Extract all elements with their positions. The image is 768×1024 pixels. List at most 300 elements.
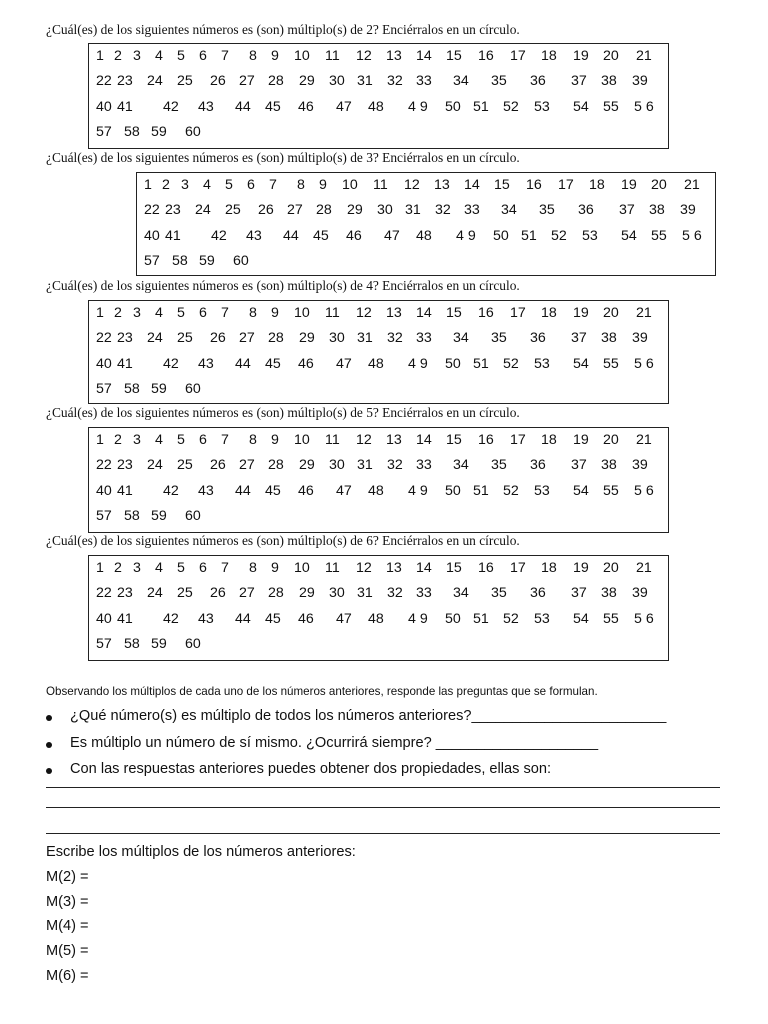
grid-number[interactable]: 18 [541,560,557,576]
grid-number[interactable]: 37 [619,202,635,219]
grid-number[interactable]: 10 [294,48,310,64]
grid-number[interactable]: 1 [96,432,104,448]
grid-number[interactable]: 54 [573,355,589,372]
grid-number[interactable]: 1 [96,560,104,576]
grid-number[interactable]: 57 [96,507,112,524]
grid-number[interactable]: 29 [299,457,315,474]
grid-number[interactable]: 3 [181,177,189,193]
grid-number[interactable]: 55 [651,227,667,244]
grid-number[interactable]: 22 [96,457,112,474]
grid-number[interactable]: 48 [368,355,384,372]
answer-line[interactable] [46,787,720,788]
grid-number[interactable]: 21 [636,432,652,448]
grid-number[interactable]: 37 [571,457,587,474]
grid-number[interactable]: 24 [195,202,211,219]
grid-number[interactable]: 39 [632,330,648,347]
grid-number[interactable]: 17 [510,432,526,448]
grid-number[interactable]: 15 [446,305,462,321]
grid-number[interactable]: 42 [163,98,179,115]
grid-number[interactable]: 53 [582,227,598,244]
grid-number[interactable]: 23 [117,73,133,90]
grid-number[interactable]: 43 [198,98,214,115]
grid-number[interactable]: 4 [155,48,163,64]
grid-number[interactable]: 4 9 [408,355,428,372]
grid-number[interactable]: 24 [147,73,163,90]
grid-number[interactable]: 41 [117,98,133,115]
grid-number[interactable]: 41 [117,482,133,499]
grid-number[interactable]: 4 [155,432,163,448]
grid-number[interactable]: 13 [386,305,402,321]
grid-number[interactable]: 31 [405,202,421,219]
grid-number[interactable]: 5 [177,432,185,448]
grid-number[interactable]: 27 [239,330,255,347]
grid-number[interactable]: 26 [210,457,226,474]
grid-number[interactable]: 6 [199,305,207,321]
grid-number[interactable]: 2 [114,432,122,448]
grid-number[interactable]: 31 [357,585,373,602]
grid-number[interactable]: 36 [530,73,546,90]
grid-number[interactable]: 57 [96,635,112,652]
grid-number[interactable]: 7 [221,560,229,576]
grid-number[interactable]: 31 [357,73,373,90]
grid-number[interactable]: 36 [530,585,546,602]
grid-number[interactable]: 17 [510,48,526,64]
grid-number[interactable]: 20 [603,432,619,448]
grid-number[interactable]: 19 [573,560,589,576]
grid-number[interactable]: 20 [603,305,619,321]
grid-number[interactable]: 5 [177,48,185,64]
grid-number[interactable]: 47 [384,227,400,244]
grid-number[interactable]: 53 [534,98,550,115]
grid-number[interactable]: 44 [235,98,251,115]
grid-number[interactable]: 21 [636,305,652,321]
grid-number[interactable]: 12 [356,48,372,64]
grid-number[interactable]: 33 [416,457,432,474]
grid-number[interactable]: 18 [541,48,557,64]
grid-number[interactable]: 2 [114,305,122,321]
grid-number[interactable]: 38 [601,457,617,474]
grid-number[interactable]: 16 [478,305,494,321]
grid-number[interactable]: 13 [386,560,402,576]
grid-number[interactable]: 25 [177,457,193,474]
grid-number[interactable]: 41 [117,610,133,627]
grid-number[interactable]: 12 [356,305,372,321]
grid-number[interactable]: 43 [198,482,214,499]
grid-number[interactable]: 47 [336,482,352,499]
grid-number[interactable]: 46 [298,610,314,627]
grid-number[interactable]: 30 [329,457,345,474]
grid-number[interactable]: 2 [162,177,170,193]
grid-number[interactable]: 9 [271,305,279,321]
grid-number[interactable]: 43 [246,227,262,244]
grid-number[interactable]: 16 [478,432,494,448]
grid-number[interactable]: 30 [377,202,393,219]
grid-number[interactable]: 16 [478,48,494,64]
grid-number[interactable]: 11 [325,48,340,64]
grid-number[interactable]: 27 [287,202,303,219]
grid-number[interactable]: 25 [177,330,193,347]
grid-number[interactable]: 27 [239,457,255,474]
grid-number[interactable]: 36 [578,202,594,219]
grid-number[interactable]: 54 [573,98,589,115]
grid-number[interactable]: 11 [325,432,340,448]
grid-number[interactable]: 27 [239,73,255,90]
grid-number[interactable]: 42 [211,227,227,244]
grid-number[interactable]: 35 [491,585,507,602]
grid-number[interactable]: 1 [96,48,104,64]
grid-number[interactable]: 16 [478,560,494,576]
grid-number[interactable]: 1 [96,305,104,321]
grid-number[interactable]: 30 [329,330,345,347]
grid-number[interactable]: 51 [473,355,489,372]
grid-number[interactable]: 38 [649,202,665,219]
grid-number[interactable]: 58 [124,123,140,140]
grid-number[interactable]: 11 [325,560,340,576]
grid-number[interactable]: 44 [235,610,251,627]
grid-number[interactable]: 35 [539,202,555,219]
grid-number[interactable]: 6 [199,560,207,576]
grid-number[interactable]: 11 [373,177,388,193]
grid-number[interactable]: 3 [133,305,141,321]
grid-number[interactable]: 52 [503,98,519,115]
grid-number[interactable]: 47 [336,610,352,627]
grid-number[interactable]: 48 [416,227,432,244]
grid-number[interactable]: 59 [151,123,167,140]
grid-number[interactable]: 10 [294,432,310,448]
grid-number[interactable]: 23 [117,585,133,602]
grid-number[interactable]: 24 [147,330,163,347]
grid-number[interactable]: 4 9 [408,482,428,499]
grid-number[interactable]: 25 [177,73,193,90]
grid-number[interactable]: 59 [199,252,215,269]
answer-line[interactable] [46,833,720,834]
grid-number[interactable]: 27 [239,585,255,602]
grid-number[interactable]: 28 [268,330,284,347]
grid-number[interactable]: 22 [96,330,112,347]
grid-number[interactable]: 9 [271,560,279,576]
grid-number[interactable]: 53 [534,610,550,627]
grid-number[interactable]: 45 [265,98,281,115]
grid-number[interactable]: 26 [210,73,226,90]
grid-number[interactable]: 60 [185,635,201,652]
grid-number[interactable]: 7 [221,432,229,448]
grid-number[interactable]: 17 [558,177,574,193]
grid-number[interactable]: 24 [147,457,163,474]
grid-number[interactable]: 29 [347,202,363,219]
grid-number[interactable]: 51 [473,610,489,627]
grid-number[interactable]: 5 [177,305,185,321]
grid-number[interactable]: 58 [172,252,188,269]
grid-number[interactable]: 59 [151,507,167,524]
grid-number[interactable]: 41 [117,355,133,372]
grid-number[interactable]: 32 [387,330,403,347]
grid-number[interactable]: 8 [249,560,257,576]
grid-number[interactable]: 57 [96,123,112,140]
grid-number[interactable]: 22 [96,585,112,602]
grid-number[interactable]: 14 [416,305,432,321]
grid-number[interactable]: 47 [336,98,352,115]
grid-number[interactable]: 3 [133,48,141,64]
grid-number[interactable]: 5 6 [634,98,654,115]
grid-number[interactable]: 40 [96,98,112,115]
grid-number[interactable]: 2 [114,48,122,64]
grid-number[interactable]: 4 [155,560,163,576]
grid-number[interactable]: 5 6 [682,227,702,244]
grid-number[interactable]: 39 [632,585,648,602]
grid-number[interactable]: 9 [271,48,279,64]
grid-number[interactable]: 17 [510,560,526,576]
grid-number[interactable]: 33 [464,202,480,219]
grid-number[interactable]: 15 [494,177,510,193]
grid-number[interactable]: 29 [299,330,315,347]
grid-number[interactable]: 15 [446,560,462,576]
grid-number[interactable]: 34 [453,73,469,90]
grid-number[interactable]: 13 [386,48,402,64]
grid-number[interactable]: 60 [185,507,201,524]
grid-number[interactable]: 60 [185,380,201,397]
grid-number[interactable]: 51 [473,98,489,115]
grid-number[interactable]: 6 [199,432,207,448]
grid-number[interactable]: 18 [541,305,557,321]
grid-number[interactable]: 5 [177,560,185,576]
grid-number[interactable]: 20 [651,177,667,193]
grid-number[interactable]: 30 [329,585,345,602]
grid-number[interactable]: 12 [356,432,372,448]
grid-number[interactable]: 13 [386,432,402,448]
grid-number[interactable]: 32 [387,73,403,90]
grid-number[interactable]: 60 [233,252,249,269]
grid-number[interactable]: 52 [503,610,519,627]
grid-number[interactable]: 38 [601,73,617,90]
grid-number[interactable]: 14 [416,560,432,576]
grid-number[interactable]: 26 [210,330,226,347]
grid-number[interactable]: 29 [299,73,315,90]
grid-number[interactable]: 8 [249,432,257,448]
grid-number[interactable]: 2 [114,560,122,576]
grid-number[interactable]: 33 [416,585,432,602]
grid-number[interactable]: 54 [573,482,589,499]
grid-number[interactable]: 28 [268,73,284,90]
grid-number[interactable]: 48 [368,482,384,499]
grid-number[interactable]: 33 [416,73,432,90]
grid-number[interactable]: 14 [464,177,480,193]
grid-number[interactable]: 25 [225,202,241,219]
grid-number[interactable]: 55 [603,610,619,627]
grid-number[interactable]: 5 6 [634,610,654,627]
grid-number[interactable]: 44 [235,482,251,499]
grid-number[interactable]: 21 [684,177,700,193]
grid-number[interactable]: 26 [210,585,226,602]
grid-number[interactable]: 46 [346,227,362,244]
grid-number[interactable]: 52 [503,482,519,499]
grid-number[interactable]: 50 [445,482,461,499]
grid-number[interactable]: 21 [636,48,652,64]
grid-number[interactable]: 52 [551,227,567,244]
grid-number[interactable]: 35 [491,457,507,474]
grid-number[interactable]: 1 [144,177,152,193]
grid-number[interactable]: 6 [247,177,255,193]
grid-number[interactable]: 4 9 [456,227,476,244]
grid-number[interactable]: 59 [151,635,167,652]
grid-number[interactable]: 34 [501,202,517,219]
grid-number[interactable]: 42 [163,355,179,372]
grid-number[interactable]: 14 [416,432,432,448]
grid-number[interactable]: 46 [298,482,314,499]
grid-number[interactable]: 42 [163,610,179,627]
grid-number[interactable]: 21 [636,560,652,576]
grid-number[interactable]: 35 [491,330,507,347]
grid-number[interactable]: 50 [493,227,509,244]
grid-number[interactable]: 19 [573,48,589,64]
grid-number[interactable]: 22 [144,202,160,219]
grid-number[interactable]: 45 [265,355,281,372]
grid-number[interactable]: 46 [298,98,314,115]
grid-number[interactable]: 7 [221,48,229,64]
grid-number[interactable]: 50 [445,355,461,372]
grid-number[interactable]: 50 [445,98,461,115]
grid-number[interactable]: 33 [416,330,432,347]
grid-number[interactable]: 8 [297,177,305,193]
grid-number[interactable]: 6 [199,48,207,64]
grid-number[interactable]: 24 [147,585,163,602]
grid-number[interactable]: 4 [203,177,211,193]
grid-number[interactable]: 54 [621,227,637,244]
grid-number[interactable]: 35 [491,73,507,90]
grid-number[interactable]: 42 [163,482,179,499]
grid-number[interactable]: 44 [235,355,251,372]
grid-number[interactable]: 55 [603,482,619,499]
grid-number[interactable]: 22 [96,73,112,90]
grid-number[interactable]: 45 [265,482,281,499]
grid-number[interactable]: 11 [325,305,340,321]
grid-number[interactable]: 15 [446,48,462,64]
grid-number[interactable]: 55 [603,355,619,372]
grid-number[interactable]: 9 [271,432,279,448]
grid-number[interactable]: 46 [298,355,314,372]
grid-number[interactable]: 41 [165,227,181,244]
grid-number[interactable]: 43 [198,610,214,627]
grid-number[interactable]: 31 [357,457,373,474]
grid-number[interactable]: 23 [117,457,133,474]
grid-number[interactable]: 23 [117,330,133,347]
grid-number[interactable]: 58 [124,507,140,524]
grid-number[interactable]: 39 [680,202,696,219]
grid-number[interactable]: 58 [124,635,140,652]
grid-number[interactable]: 38 [601,585,617,602]
grid-number[interactable]: 28 [268,585,284,602]
grid-number[interactable]: 55 [603,98,619,115]
grid-number[interactable]: 40 [96,610,112,627]
grid-number[interactable]: 26 [258,202,274,219]
answer-line[interactable] [46,807,720,808]
grid-number[interactable]: 36 [530,457,546,474]
grid-number[interactable]: 23 [165,202,181,219]
grid-number[interactable]: 31 [357,330,373,347]
grid-number[interactable]: 39 [632,457,648,474]
grid-number[interactable]: 48 [368,610,384,627]
grid-number[interactable]: 50 [445,610,461,627]
grid-number[interactable]: 16 [526,177,542,193]
grid-number[interactable]: 20 [603,48,619,64]
grid-number[interactable]: 17 [510,305,526,321]
grid-number[interactable]: 12 [356,560,372,576]
grid-number[interactable]: 32 [435,202,451,219]
grid-number[interactable]: 15 [446,432,462,448]
grid-number[interactable]: 19 [573,305,589,321]
grid-number[interactable]: 10 [294,305,310,321]
grid-number[interactable]: 7 [221,305,229,321]
grid-number[interactable]: 38 [601,330,617,347]
grid-number[interactable]: 51 [521,227,537,244]
grid-number[interactable]: 3 [133,432,141,448]
grid-number[interactable]: 28 [316,202,332,219]
grid-number[interactable]: 40 [96,482,112,499]
grid-number[interactable]: 18 [541,432,557,448]
grid-number[interactable]: 48 [368,98,384,115]
grid-number[interactable]: 19 [621,177,637,193]
grid-number[interactable]: 52 [503,355,519,372]
grid-number[interactable]: 34 [453,457,469,474]
grid-number[interactable]: 51 [473,482,489,499]
grid-number[interactable]: 13 [434,177,450,193]
grid-number[interactable]: 44 [283,227,299,244]
grid-number[interactable]: 58 [124,380,140,397]
grid-number[interactable]: 20 [603,560,619,576]
grid-number[interactable]: 29 [299,585,315,602]
grid-number[interactable]: 34 [453,585,469,602]
grid-number[interactable]: 60 [185,123,201,140]
grid-number[interactable]: 34 [453,330,469,347]
grid-number[interactable]: 28 [268,457,284,474]
grid-number[interactable]: 4 [155,305,163,321]
grid-number[interactable]: 40 [96,355,112,372]
grid-number[interactable]: 57 [144,252,160,269]
grid-number[interactable]: 4 9 [408,98,428,115]
grid-number[interactable]: 4 9 [408,610,428,627]
grid-number[interactable]: 18 [589,177,605,193]
grid-number[interactable]: 53 [534,482,550,499]
grid-number[interactable]: 19 [573,432,589,448]
grid-number[interactable]: 47 [336,355,352,372]
grid-number[interactable]: 5 6 [634,482,654,499]
grid-number[interactable]: 39 [632,73,648,90]
grid-number[interactable]: 8 [249,48,257,64]
grid-number[interactable]: 40 [144,227,160,244]
grid-number[interactable]: 30 [329,73,345,90]
grid-number[interactable]: 37 [571,73,587,90]
grid-number[interactable]: 32 [387,585,403,602]
grid-number[interactable]: 57 [96,380,112,397]
grid-number[interactable]: 53 [534,355,550,372]
grid-number[interactable]: 9 [319,177,327,193]
grid-number[interactable]: 36 [530,330,546,347]
grid-number[interactable]: 14 [416,48,432,64]
grid-number[interactable]: 43 [198,355,214,372]
grid-number[interactable]: 5 6 [634,355,654,372]
grid-number[interactable]: 7 [269,177,277,193]
grid-number[interactable]: 8 [249,305,257,321]
grid-number[interactable]: 54 [573,610,589,627]
grid-number[interactable]: 37 [571,330,587,347]
grid-number[interactable]: 25 [177,585,193,602]
grid-number[interactable]: 45 [265,610,281,627]
grid-number[interactable]: 32 [387,457,403,474]
grid-number[interactable]: 5 [225,177,233,193]
grid-number[interactable]: 10 [342,177,358,193]
grid-number[interactable]: 45 [313,227,329,244]
grid-number[interactable]: 10 [294,560,310,576]
grid-number[interactable]: 37 [571,585,587,602]
